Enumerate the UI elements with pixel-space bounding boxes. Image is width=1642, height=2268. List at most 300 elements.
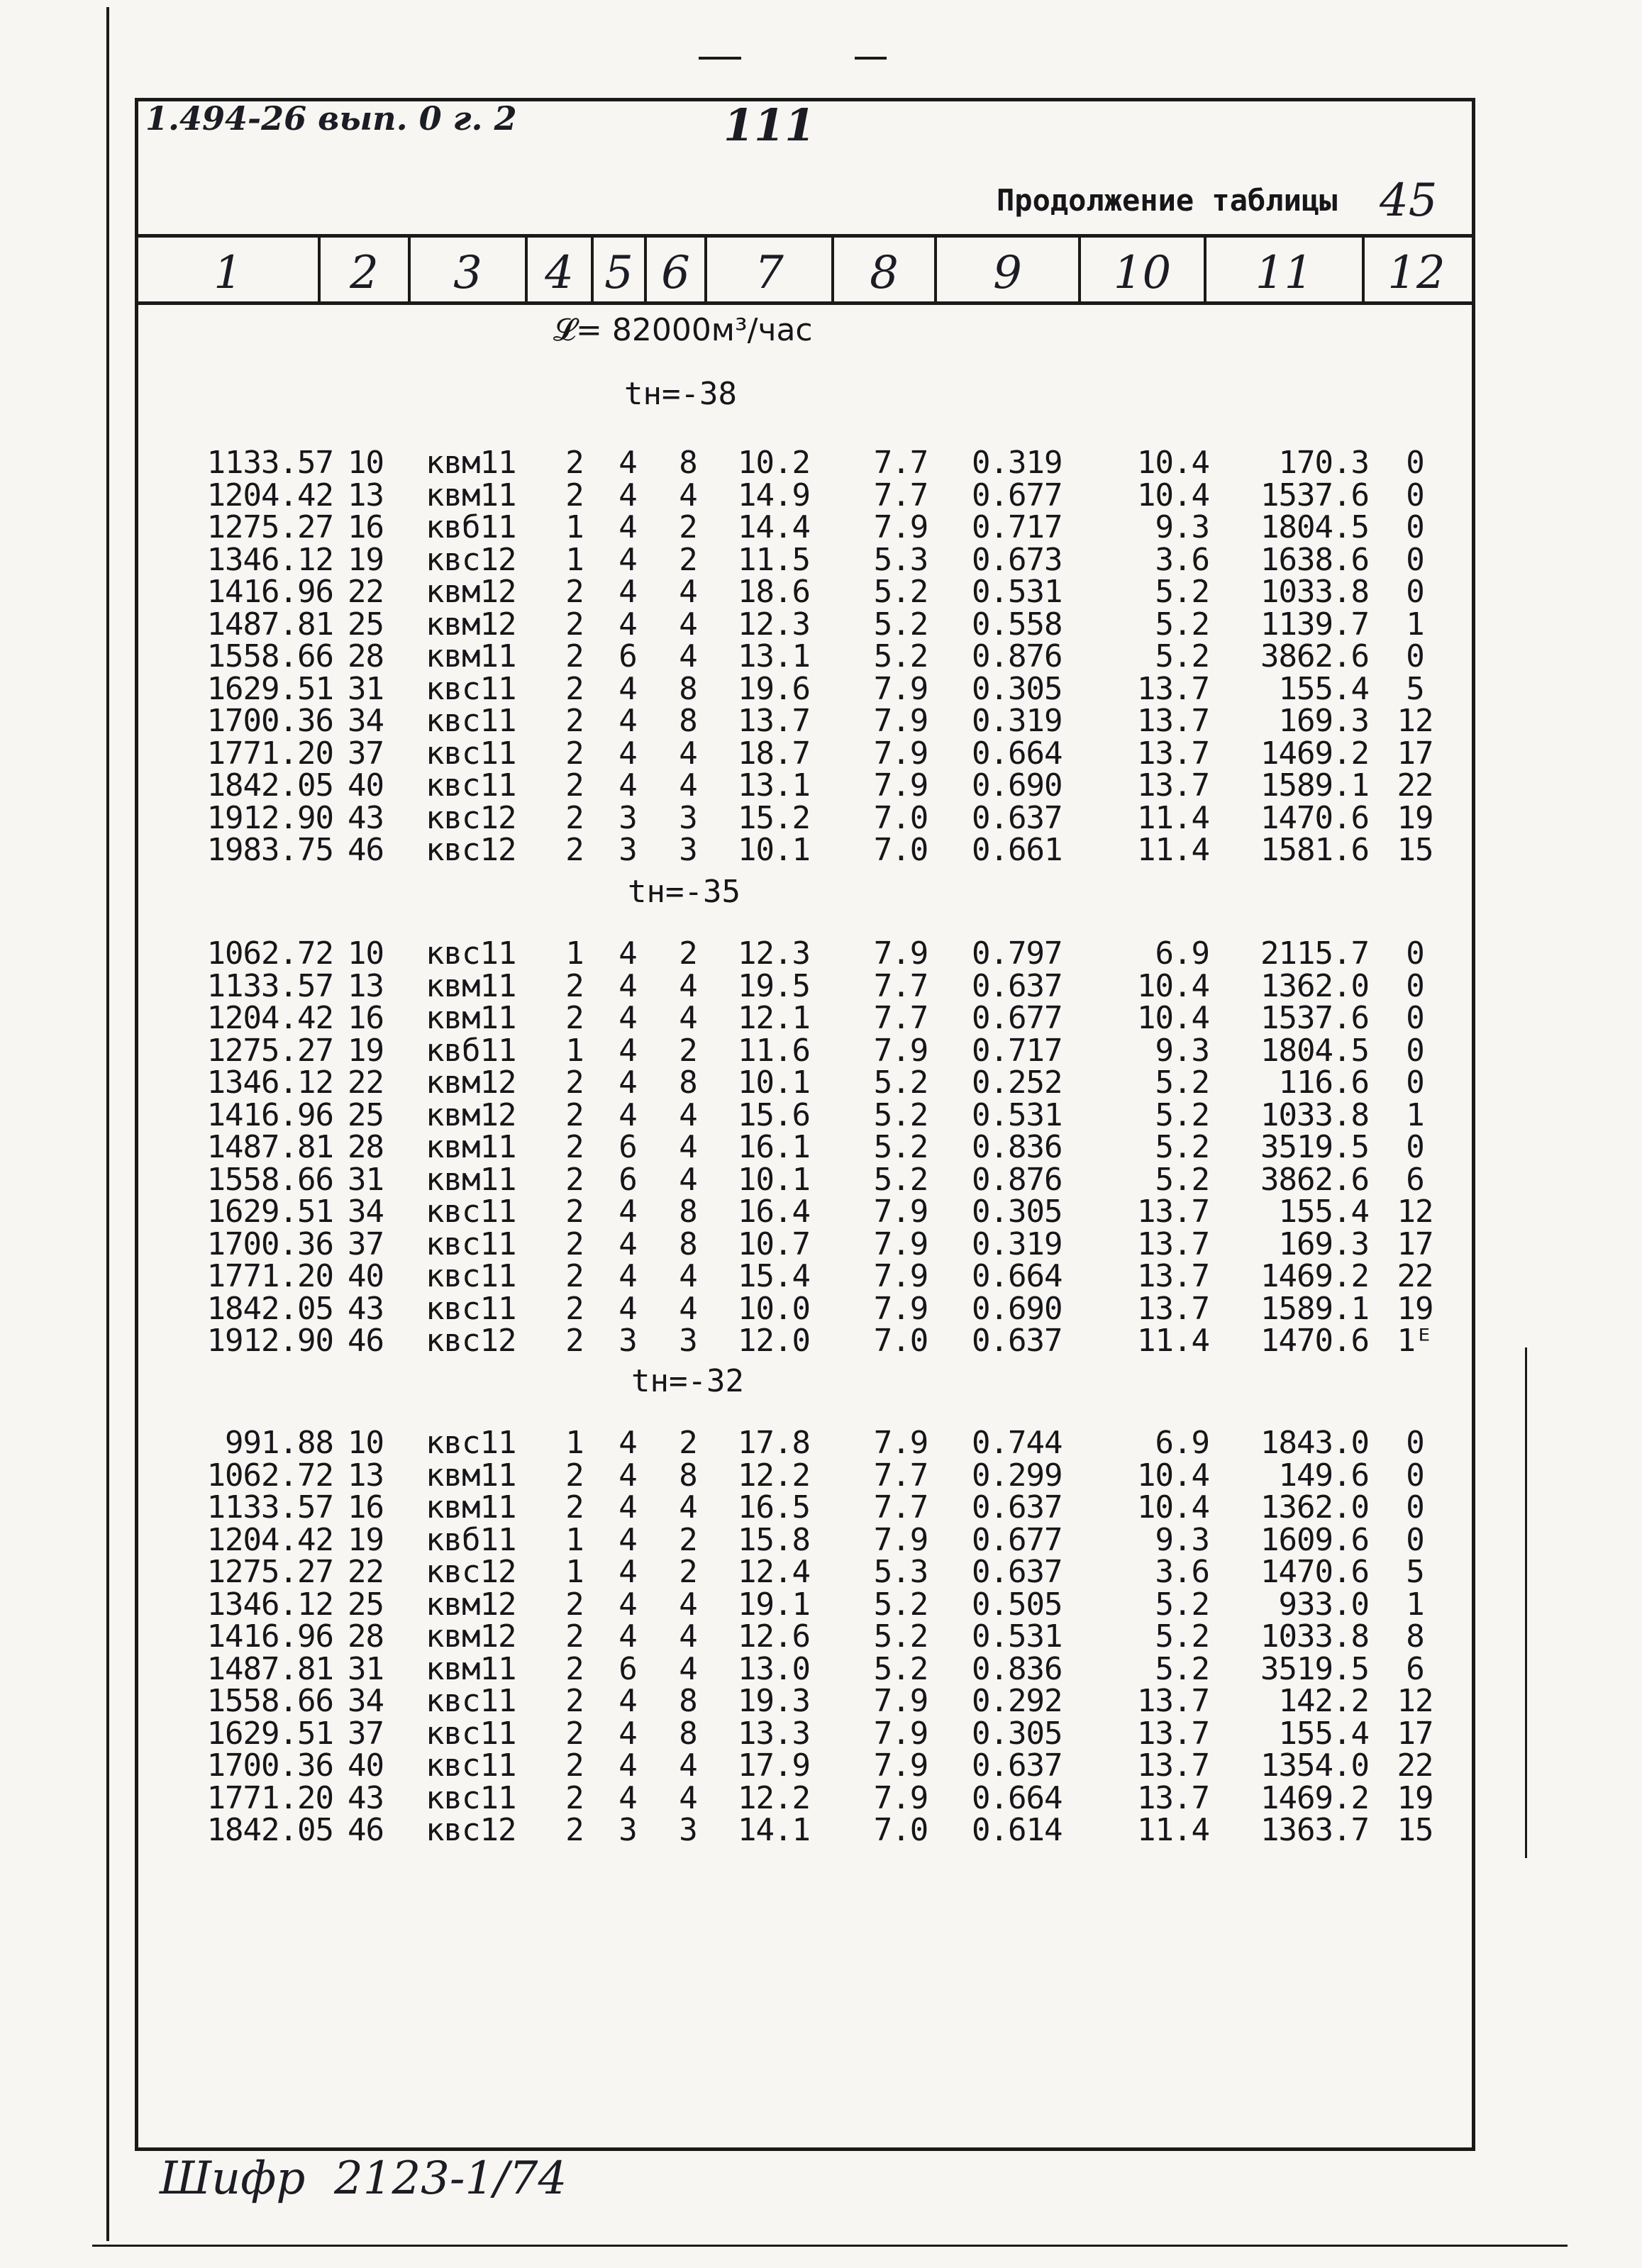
col9-value: 0.836 [972, 1129, 1063, 1165]
col4-value: 2 [565, 767, 584, 804]
col11-value: 1470.6 [1260, 800, 1369, 836]
col7-value: 14.1 [738, 1812, 810, 1848]
col9-value: 0.319 [972, 703, 1063, 739]
col3-type: квм12 [426, 1097, 516, 1133]
col7-value: 18.6 [738, 574, 810, 610]
col5-value: 6 [618, 1651, 637, 1687]
col12-value: 0 [1406, 1000, 1424, 1036]
col9-value: 0.531 [972, 1097, 1063, 1133]
col12-value: 6 [1406, 1162, 1424, 1198]
col5-value: 4 [618, 542, 637, 578]
col5-value: 4 [618, 1586, 637, 1623]
col5-value: 4 [618, 1554, 637, 1590]
col12-value: 0 [1406, 968, 1424, 1004]
col8-value: 7.9 [873, 1716, 928, 1752]
col5-value: 4 [618, 671, 637, 707]
col6-value: 4 [679, 1162, 697, 1198]
col4-value: 2 [565, 1747, 584, 1784]
col1-value: 1700.36 [206, 1226, 333, 1262]
col4-value: 2 [565, 1291, 584, 1327]
col2-value: 37 [348, 1716, 384, 1752]
col9-value: 0.797 [972, 935, 1063, 972]
col8-value: 7.9 [873, 1194, 928, 1230]
col12-value: 1 [1406, 1097, 1424, 1133]
col-header-1: 1 [213, 247, 243, 299]
col1-value: 1487.81 [206, 606, 333, 643]
col11-value: 1804.5 [1260, 1033, 1369, 1069]
col1-value: 1842.05 [206, 1291, 333, 1327]
col12-value: 8 [1406, 1618, 1424, 1655]
col8-value: 5.3 [873, 1554, 928, 1590]
col7-value: 16.1 [738, 1129, 810, 1165]
col1-value: 1204.42 [206, 477, 333, 513]
col2-value: 10 [348, 445, 384, 481]
col6-value: 8 [679, 445, 697, 481]
col6-value: 4 [679, 1747, 697, 1784]
col7-value: 10.1 [738, 832, 810, 868]
col12-value: 0 [1406, 1489, 1424, 1525]
col9-value: 0.637 [972, 1554, 1063, 1590]
col6-value: 8 [679, 1064, 697, 1101]
col2-value: 28 [348, 1129, 384, 1165]
col12-value: 12 [1397, 703, 1433, 739]
bottom-edge-line [92, 2245, 1568, 2247]
col1-value: 1487.81 [206, 1651, 333, 1687]
col8-value: 7.9 [873, 509, 928, 545]
col11-value: 3862.6 [1260, 1162, 1369, 1198]
col1-value: 1346.12 [206, 1586, 333, 1623]
col10-value: 5.2 [1155, 1129, 1209, 1165]
col2-value: 46 [348, 832, 384, 868]
col11-value: 1033.8 [1260, 574, 1369, 610]
col3-type: квб11 [426, 1033, 516, 1069]
col10-value: 13.7 [1137, 735, 1209, 772]
col4-value: 2 [565, 1618, 584, 1655]
col5-value: 4 [618, 1780, 637, 1816]
col3-type: квс11 [426, 1683, 516, 1719]
col11-value: 169.3 [1278, 1226, 1369, 1262]
col3-type: квс11 [426, 1226, 516, 1262]
col8-value: 7.0 [873, 1323, 928, 1359]
col2-value: 34 [348, 1194, 384, 1230]
col5-value: 6 [618, 1162, 637, 1198]
col9-value: 0.305 [972, 671, 1063, 707]
col11-value: 1363.7 [1260, 1812, 1369, 1848]
col5-value: 3 [618, 1812, 637, 1848]
col10-value: 5.2 [1155, 1162, 1209, 1198]
col7-value: 17.8 [738, 1425, 810, 1461]
col8-value: 7.7 [873, 445, 928, 481]
col11-value: 3519.5 [1260, 1651, 1369, 1687]
col9-value: 0.661 [972, 832, 1063, 868]
col5-value: 4 [618, 1716, 637, 1752]
col6-value: 2 [679, 1033, 697, 1069]
col2-value: 28 [348, 638, 384, 674]
col7-value: 12.0 [738, 1323, 810, 1359]
col7-value: 10.1 [738, 1064, 810, 1101]
top-dash-1 [699, 57, 741, 60]
col8-value: 7.0 [873, 800, 928, 836]
col7-value: 18.7 [738, 735, 810, 772]
col5-value: 4 [618, 445, 637, 481]
col8-value: 5.2 [873, 1162, 928, 1198]
col5-value: 4 [618, 509, 637, 545]
col9-value: 0.319 [972, 445, 1063, 481]
col2-value: 31 [348, 671, 384, 707]
col9-value: 0.505 [972, 1586, 1063, 1623]
col5-value: 4 [618, 1747, 637, 1784]
col11-value: 1470.6 [1260, 1554, 1369, 1590]
col8-value: 7.9 [873, 703, 928, 739]
col11-value: 1470.6 [1260, 1323, 1369, 1359]
col3-type: квс11 [426, 1780, 516, 1816]
col7-value: 19.3 [738, 1683, 810, 1719]
col10-value: 10.4 [1137, 968, 1209, 1004]
col9-value: 0.319 [972, 1226, 1063, 1262]
col10-value: 3.6 [1155, 542, 1209, 578]
col6-value: 4 [679, 638, 697, 674]
col4-value: 2 [565, 1683, 584, 1719]
col6-value: 3 [679, 1323, 697, 1359]
col1-value: 1487.81 [206, 1129, 333, 1165]
col10-value: 10.4 [1137, 1457, 1209, 1494]
col10-value: 5.2 [1155, 638, 1209, 674]
col12-value: 0 [1406, 935, 1424, 972]
col3-type: квс11 [426, 1716, 516, 1752]
col1-value: 1416.96 [206, 1097, 333, 1133]
col11-value: 1589.1 [1260, 1291, 1369, 1327]
col2-value: 43 [348, 800, 384, 836]
col10-value: 5.2 [1155, 1097, 1209, 1133]
col8-value: 7.9 [873, 1033, 928, 1069]
col4-value: 1 [565, 1033, 584, 1069]
col3-type: квм12 [426, 606, 516, 643]
col10-value: 13.7 [1137, 1291, 1209, 1327]
col3-type: квм11 [426, 477, 516, 513]
col6-value: 8 [679, 1194, 697, 1230]
col4-value: 2 [565, 477, 584, 513]
col7-value: 16.4 [738, 1194, 810, 1230]
continuation-label: Продолжение таблицы [997, 183, 1338, 218]
col10-value: 13.7 [1137, 1780, 1209, 1816]
col5-value: 4 [618, 1258, 637, 1294]
col1-value: 1204.42 [206, 1522, 333, 1558]
col5-value: 4 [618, 735, 637, 772]
col4-value: 1 [565, 1554, 584, 1590]
col1-value: 1700.36 [206, 703, 333, 739]
col8-value: 7.9 [873, 935, 928, 972]
col6-value: 4 [679, 574, 697, 610]
col2-value: 40 [348, 767, 384, 804]
col6-value: 4 [679, 606, 697, 643]
col10-value: 9.3 [1155, 1522, 1209, 1558]
col9-value: 0.876 [972, 638, 1063, 674]
col7-value: 10.1 [738, 1162, 810, 1198]
col8-value: 7.9 [873, 767, 928, 804]
col2-value: 10 [348, 1425, 384, 1461]
col12-value: 5 [1406, 671, 1424, 707]
col4-value: 1 [565, 1522, 584, 1558]
col3-type: квс11 [426, 1747, 516, 1784]
col1-value: 1629.51 [206, 1716, 333, 1752]
col4-value: 2 [565, 832, 584, 868]
col4-value: 2 [565, 1812, 584, 1848]
col11-value: 142.2 [1278, 1683, 1369, 1719]
col5-value: 4 [618, 1489, 637, 1525]
col1-value: 1275.27 [206, 509, 333, 545]
col2-value: 37 [348, 735, 384, 772]
col3-type: квс12 [426, 1554, 516, 1590]
col5-value: 4 [618, 1522, 637, 1558]
col4-value: 2 [565, 1162, 584, 1198]
col3-type: квс11 [426, 671, 516, 707]
col9-value: 0.252 [972, 1064, 1063, 1101]
col12-value: 0 [1406, 1129, 1424, 1165]
col11-value: 1469.2 [1260, 1258, 1369, 1294]
col4-value: 2 [565, 1323, 584, 1359]
col1-value: 1133.57 [206, 968, 333, 1004]
col7-value: 10.2 [738, 445, 810, 481]
col10-value: 10.4 [1137, 1000, 1209, 1036]
col5-value: 4 [618, 606, 637, 643]
col4-value: 1 [565, 542, 584, 578]
col6-value: 3 [679, 800, 697, 836]
col10-value: 9.3 [1155, 1033, 1209, 1069]
col12-value: 0 [1406, 1033, 1424, 1069]
col7-value: 10.0 [738, 1291, 810, 1327]
col4-value: 1 [565, 1425, 584, 1461]
col7-value: 15.4 [738, 1258, 810, 1294]
col8-value: 5.2 [873, 638, 928, 674]
col1-value: 1133.57 [206, 445, 333, 481]
col11-value: 1581.6 [1260, 832, 1369, 868]
col6-value: 2 [679, 509, 697, 545]
col6-value: 4 [679, 477, 697, 513]
col2-value: 43 [348, 1780, 384, 1816]
col12-value: 0 [1406, 1522, 1424, 1558]
col11-value: 1469.2 [1260, 735, 1369, 772]
col5-value: 4 [618, 1291, 637, 1327]
col8-value: 7.7 [873, 1457, 928, 1494]
col9-value: 0.664 [972, 1258, 1063, 1294]
col1-value: 1204.42 [206, 1000, 333, 1036]
col1-value: 991.88 [225, 1425, 333, 1461]
col10-value: 9.3 [1155, 509, 1209, 545]
col2-value: 16 [348, 1489, 384, 1525]
col4-value: 2 [565, 606, 584, 643]
col4-value: 2 [565, 735, 584, 772]
col11-value: 3519.5 [1260, 1129, 1369, 1165]
col10-value: 5.2 [1155, 1651, 1209, 1687]
col1-value: 1275.27 [206, 1033, 333, 1069]
col4-value: 2 [565, 671, 584, 707]
col2-value: 25 [348, 1097, 384, 1133]
col8-value: 7.7 [873, 1000, 928, 1036]
col6-value: 4 [679, 1618, 697, 1655]
col10-value: 3.6 [1155, 1554, 1209, 1590]
col6-value: 3 [679, 1812, 697, 1848]
col11-value: 155.4 [1278, 671, 1369, 707]
col5-value: 4 [618, 1683, 637, 1719]
col9-value: 0.637 [972, 1489, 1063, 1525]
col9-value: 0.717 [972, 1033, 1063, 1069]
col1-value: 1346.12 [206, 542, 333, 578]
col7-value: 13.7 [738, 703, 810, 739]
col12-value: 22 [1397, 1258, 1433, 1294]
col12-value: 1 [1406, 1586, 1424, 1623]
col8-value: 7.0 [873, 1812, 928, 1848]
col4-value: 2 [565, 638, 584, 674]
col-header-2: 2 [350, 247, 379, 299]
col-header-3: 3 [453, 247, 482, 299]
col9-value: 0.836 [972, 1651, 1063, 1687]
col8-value: 5.2 [873, 1064, 928, 1101]
col7-value: 16.5 [738, 1489, 810, 1525]
col6-value: 4 [679, 1780, 697, 1816]
col10-value: 13.7 [1137, 671, 1209, 707]
col5-value: 4 [618, 477, 637, 513]
col9-value: 0.673 [972, 542, 1063, 578]
col7-value: 12.2 [738, 1780, 810, 1816]
col9-value: 0.664 [972, 1780, 1063, 1816]
col12-value: 12 [1397, 1194, 1433, 1230]
col5-value: 3 [618, 832, 637, 868]
col4-value: 2 [565, 1097, 584, 1133]
cipher-label: Шифр 2123-1/74 [160, 2152, 567, 2205]
col9-value: 0.637 [972, 1323, 1063, 1359]
col1-value: 1133.57 [206, 1489, 333, 1525]
col1-value: 1558.66 [206, 1683, 333, 1719]
col1-value: 1416.96 [206, 574, 333, 610]
col4-value: 2 [565, 1716, 584, 1752]
col2-value: 31 [348, 1651, 384, 1687]
col10-value: 5.2 [1155, 1586, 1209, 1623]
col12-value: 19 [1397, 800, 1433, 836]
col7-value: 15.8 [738, 1522, 810, 1558]
col12-value: 0 [1406, 574, 1424, 610]
col1-value: 1558.66 [206, 638, 333, 674]
col12-value: 1 [1406, 606, 1424, 643]
col11-value: 116.6 [1278, 1064, 1369, 1101]
col6-value: 4 [679, 1129, 697, 1165]
col3-type: квс11 [426, 735, 516, 772]
col4-value: 2 [565, 1000, 584, 1036]
col3-type: квм11 [426, 968, 516, 1004]
col7-value: 12.1 [738, 1000, 810, 1036]
col9-value: 0.637 [972, 1747, 1063, 1784]
col11-value: 1638.6 [1260, 542, 1369, 578]
col6-value: 4 [679, 1097, 697, 1133]
col11-value: 933.0 [1278, 1586, 1369, 1623]
col6-value: 8 [679, 1683, 697, 1719]
col7-value: 11.6 [738, 1033, 810, 1069]
col12-value: 17 [1397, 1716, 1433, 1752]
col4-value: 2 [565, 445, 584, 481]
col6-value: 4 [679, 1651, 697, 1687]
col9-value: 0.677 [972, 477, 1063, 513]
col6-value: 4 [679, 767, 697, 804]
col12-value: 5 [1406, 1554, 1424, 1590]
col10-value: 5.2 [1155, 1618, 1209, 1655]
col11-value: 169.3 [1278, 703, 1369, 739]
col2-value: 22 [348, 1554, 384, 1590]
col3-type: квс12 [426, 832, 516, 868]
col3-type: квм11 [426, 1162, 516, 1198]
col1-value: 1346.12 [206, 1064, 333, 1101]
col5-value: 4 [618, 574, 637, 610]
col10-value: 10.4 [1137, 1489, 1209, 1525]
col7-value: 15.6 [738, 1097, 810, 1133]
col12-value: 15 [1397, 832, 1433, 868]
col5-value: 4 [618, 1226, 637, 1262]
col2-value: 34 [348, 1683, 384, 1719]
col7-value: 19.6 [738, 671, 810, 707]
col4-value: 2 [565, 968, 584, 1004]
col10-value: 13.7 [1137, 1716, 1209, 1752]
col10-value: 10.4 [1137, 445, 1209, 481]
col-header-7: 7 [755, 247, 784, 299]
col12-value: 0 [1406, 638, 1424, 674]
col1-value: 1700.36 [206, 1747, 333, 1784]
col11-value: 2115.7 [1260, 935, 1369, 972]
col-header-5: 5 [604, 247, 633, 299]
col-header-12: 12 [1387, 247, 1446, 299]
col5-value: 4 [618, 767, 637, 804]
col5-value: 3 [618, 800, 637, 836]
col6-value: 3 [679, 832, 697, 868]
col-header-4: 4 [545, 247, 574, 299]
col7-value: 14.9 [738, 477, 810, 513]
col2-value: 13 [348, 968, 384, 1004]
col9-value: 0.558 [972, 606, 1063, 643]
col8-value: 7.9 [873, 1780, 928, 1816]
col1-value: 1842.05 [206, 1812, 333, 1848]
col11-value: 1804.5 [1260, 509, 1369, 545]
left-margin-line [106, 7, 109, 2241]
col9-value: 0.664 [972, 735, 1063, 772]
col5-value: 4 [618, 1457, 637, 1494]
col8-value: 7.9 [873, 735, 928, 772]
col11-value: 1362.0 [1260, 1489, 1369, 1525]
col2-value: 40 [348, 1747, 384, 1784]
col-header-9: 9 [993, 247, 1022, 299]
col3-type: квм11 [426, 1651, 516, 1687]
col12-value: 12 [1397, 1683, 1433, 1719]
col10-value: 13.7 [1137, 767, 1209, 804]
col10-value: 13.7 [1137, 1747, 1209, 1784]
col3-type: квс12 [426, 542, 516, 578]
col9-value: 0.305 [972, 1194, 1063, 1230]
col2-value: 10 [348, 935, 384, 972]
col10-value: 6.9 [1155, 1425, 1209, 1461]
col2-value: 16 [348, 1000, 384, 1036]
col10-value: 5.2 [1155, 606, 1209, 643]
col2-value: 22 [348, 1064, 384, 1101]
col-header-6: 6 [661, 247, 690, 299]
col11-value: 155.4 [1278, 1716, 1369, 1752]
col7-value: 13.1 [738, 638, 810, 674]
col5-value: 4 [618, 968, 637, 1004]
col9-value: 0.677 [972, 1000, 1063, 1036]
col7-value: 13.1 [738, 767, 810, 804]
col6-value: 2 [679, 1425, 697, 1461]
col10-value: 13.7 [1137, 1258, 1209, 1294]
col12-value: 0 [1406, 1457, 1424, 1494]
flow-label: 𝓛= 82000м³/час [553, 312, 813, 348]
col8-value: 5.2 [873, 1651, 928, 1687]
col4-value: 2 [565, 1780, 584, 1816]
col10-value: 11.4 [1137, 800, 1209, 836]
